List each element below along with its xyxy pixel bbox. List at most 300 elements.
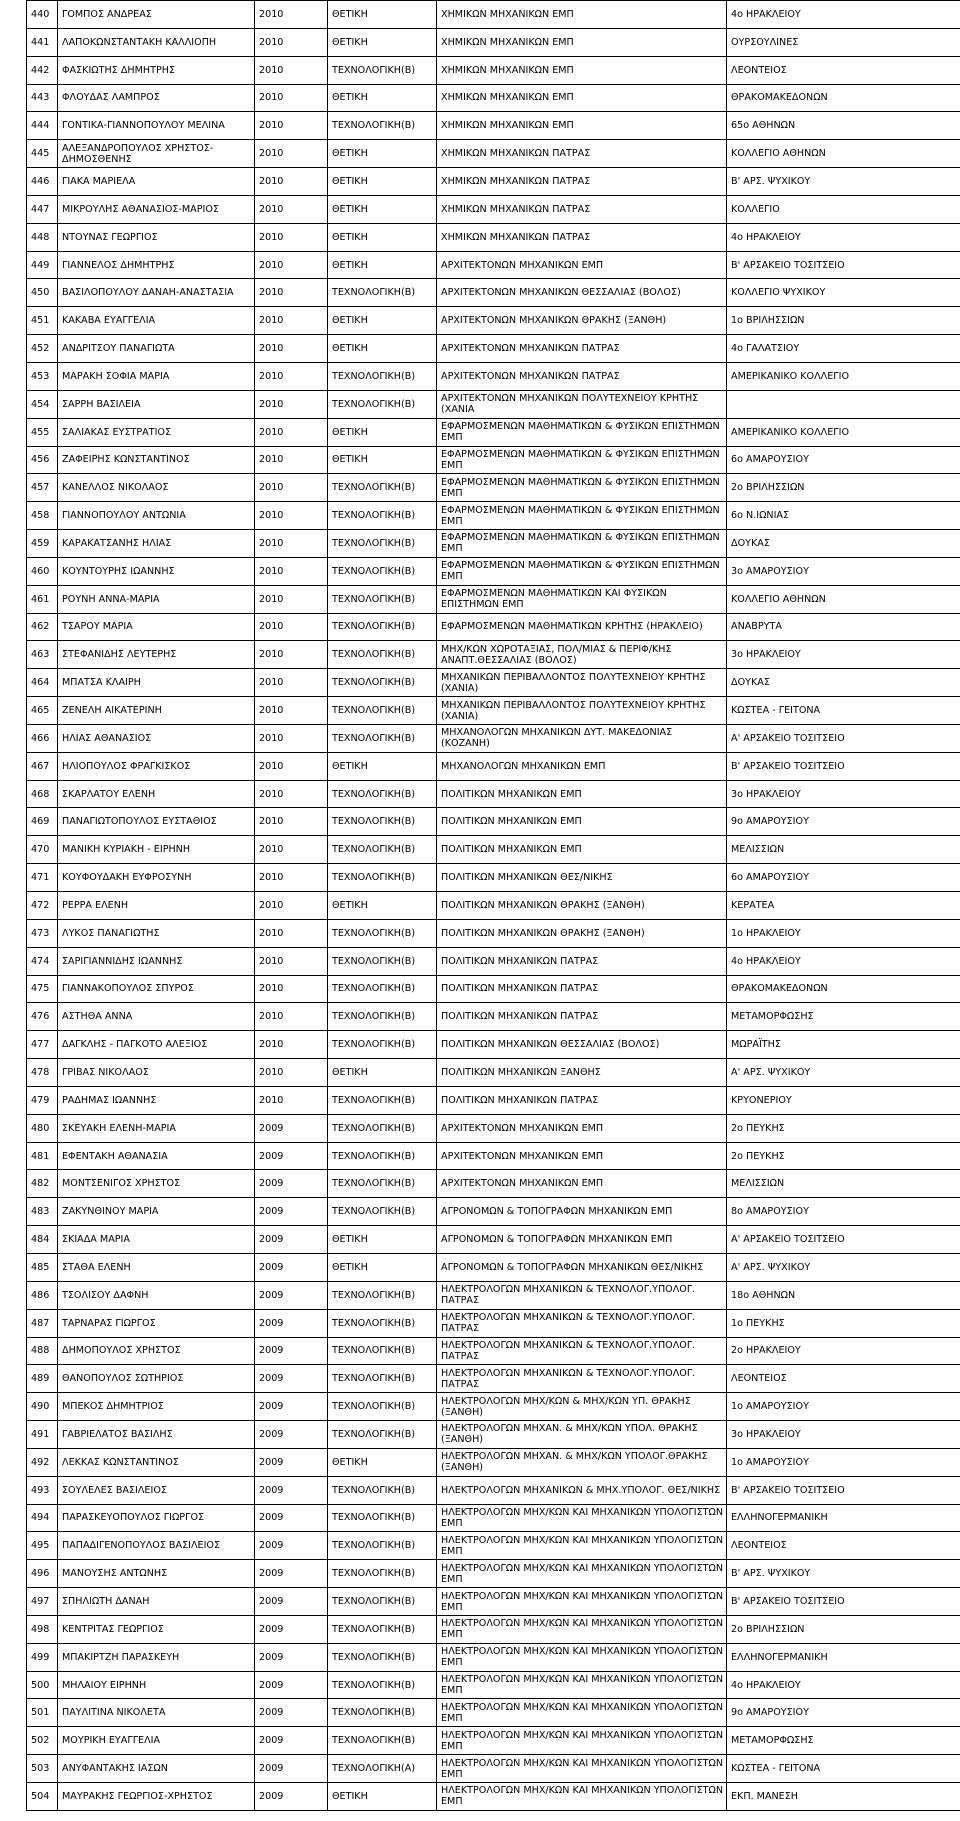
high-school-cell: 4ο ΗΡΑΚΛΕΙΟΥ bbox=[727, 947, 960, 975]
graduation-year-cell: 2009 bbox=[255, 1671, 328, 1699]
admitted-department-cell: ΠΟΛΙΤΙΚΩΝ ΜΗΧΑΝΙΚΩΝ ΕΜΠ bbox=[437, 808, 727, 836]
admitted-department-cell: ΕΦΑΡΜΟΣΜΕΝΩΝ ΜΑΘΗΜΑΤΙΚΩΝ ΚΡΗΤΗΣ (ΗΡΑΚΛΕΙΟ) bbox=[437, 613, 727, 641]
student-name-cell: ΣΚΙΑΔΑ ΜΑΡΙΑ bbox=[58, 1226, 255, 1254]
high-school-cell: 6ο Ν.ΙΩΝΙΑΣ bbox=[727, 502, 960, 530]
admitted-department-cell: ΕΦΑΡΜΟΣΜΕΝΩΝ ΜΑΘΗΜΑΤΙΚΩΝ & ΦΥΣΙΚΩΝ ΕΠΙΣΤΗΜΩΝ ΕΜΠ bbox=[437, 502, 727, 530]
student-name-cell: ΡΟΥΝΗ ΑΝΝΑ-ΜΑΡΙΑ bbox=[58, 585, 255, 613]
student-name-cell: ΜΑΝΟΥΣΗΣ ΑΝΤΩΝΗΣ bbox=[58, 1560, 255, 1588]
study-direction-cell: ΘΕΤΙΚΗ bbox=[328, 335, 437, 363]
table-row bbox=[27, 808, 960, 836]
graduation-year-cell: 2010 bbox=[255, 418, 328, 446]
study-direction-cell: ΤΕΧΝΟΛΟΓΙΚΗ(Β) bbox=[328, 1309, 437, 1337]
graduation-year-cell: 2010 bbox=[255, 390, 328, 418]
row-number-cell: 485 bbox=[27, 1253, 58, 1281]
graduation-year-cell: 2010 bbox=[255, 752, 328, 780]
admitted-department-cell: ΕΦΑΡΜΟΣΜΕΝΩΝ ΜΑΘΗΜΑΤΙΚΩΝ & ΦΥΣΙΚΩΝ ΕΠΙΣΤΗΜΩΝ ΕΜΠ bbox=[437, 557, 727, 585]
graduation-year-cell: 2009 bbox=[255, 1755, 328, 1783]
row-number-cell: 473 bbox=[27, 919, 58, 947]
student-name-cell: ΠΑΥΛΙΤΙΝΑ ΝΙΚΟΛΕΤΑ bbox=[58, 1699, 255, 1727]
admitted-department-cell: ΗΛΕΚΤΡΟΛΟΓΩΝ ΜΗΧ/ΚΩΝ ΚΑΙ ΜΗΧΑΝΙΚΩΝ ΥΠΟΛΟΓΙΣΤΩΝ ΕΜΠ bbox=[437, 1699, 727, 1727]
student-name-cell: ΛΑΠΟΚΩΝΣΤΑΝΤΑΚΗ ΚΑΛΛΙΟΠΗ bbox=[58, 28, 255, 56]
graduation-year-cell: 2009 bbox=[255, 1783, 328, 1811]
admitted-department-cell: ΑΓΡΟΝΟΜΩΝ & ΤΟΠΟΓΡΑΦΩΝ ΜΗΧΑΝΙΚΩΝ ΕΜΠ bbox=[437, 1226, 727, 1254]
graduation-year-cell: 2009 bbox=[255, 1253, 328, 1281]
row-number-cell: 483 bbox=[27, 1198, 58, 1226]
table-row bbox=[27, 251, 960, 279]
study-direction-cell: ΘΕΤΙΚΗ bbox=[328, 1783, 437, 1811]
row-number-cell: 469 bbox=[27, 808, 58, 836]
table-row bbox=[27, 1615, 960, 1643]
high-school-cell: ΜΩΡΑΪΤΗΣ bbox=[727, 1031, 960, 1059]
row-number-cell: 443 bbox=[27, 84, 58, 112]
study-direction-cell: ΤΕΧΝΟΛΟΓΙΚΗ(Β) bbox=[328, 1643, 437, 1671]
row-number-cell: 491 bbox=[27, 1421, 58, 1449]
student-name-cell: ΖΑΚΥΝΘΙΝΟΥ ΜΑΡΙΑ bbox=[58, 1198, 255, 1226]
admitted-department-cell: ΑΡΧΙΤΕΚΤΟΝΩΝ ΜΗΧΑΝΙΚΩΝ ΕΜΠ bbox=[437, 1142, 727, 1170]
row-number-cell: 480 bbox=[27, 1114, 58, 1142]
row-number-cell: 457 bbox=[27, 474, 58, 502]
study-direction-cell: ΘΕΤΙΚΗ bbox=[328, 168, 437, 196]
study-direction-cell: ΤΕΧΝΟΛΟΓΙΚΗ(Β) bbox=[328, 1699, 437, 1727]
row-number-cell: 502 bbox=[27, 1727, 58, 1755]
student-name-cell: ΔΗΜΟΠΟΥΛΟΣ ΧΡΗΣΤΟΣ bbox=[58, 1337, 255, 1365]
high-school-cell: 1ο ΑΜΑΡΟΥΣΙΟΥ bbox=[727, 1393, 960, 1421]
student-name-cell: ΠΑΡΑΣΚΕΥΟΠΟΥΛΟΣ ΓΙΩΡΓΟΣ bbox=[58, 1504, 255, 1532]
admitted-department-cell: ΗΛΕΚΤΡΟΛΟΓΩΝ ΜΗΧ/ΚΩΝ & ΜΗΧ/ΚΩΝ ΥΠ. ΘΡΑΚΗΣ (ΞΑΝΘΗ) bbox=[437, 1393, 727, 1421]
study-direction-cell: ΤΕΧΝΟΛΟΓΙΚΗ(Β) bbox=[328, 1504, 437, 1532]
table-row bbox=[27, 1393, 960, 1421]
high-school-cell: 3ο ΗΡΑΚΛΕΙΟΥ bbox=[727, 1421, 960, 1449]
high-school-cell: ΜΕΤΑΜΟΡΦΩΣΗΣ bbox=[727, 1003, 960, 1031]
row-number-cell: 504 bbox=[27, 1783, 58, 1811]
study-direction-cell: ΤΕΧΝΟΛΟΓΙΚΗ(Β) bbox=[328, 1532, 437, 1560]
admitted-department-cell: ΗΛΕΚΤΡΟΛΟΓΩΝ ΜΗΧ/ΚΩΝ ΚΑΙ ΜΗΧΑΝΙΚΩΝ ΥΠΟΛΟΓΙΣΤΩΝ ΕΜΠ bbox=[437, 1671, 727, 1699]
study-direction-cell: ΤΕΧΝΟΛΟΓΙΚΗ(Β) bbox=[328, 1421, 437, 1449]
table-row bbox=[27, 1727, 960, 1755]
admitted-department-cell: ΑΡΧΙΤΕΚΤΟΝΩΝ ΜΗΧΑΝΙΚΩΝ ΠΑΤΡΑΣ bbox=[437, 335, 727, 363]
study-direction-cell: ΤΕΧΝΟΛΟΓΙΚΗ(Β) bbox=[328, 1031, 437, 1059]
table-row bbox=[27, 1309, 960, 1337]
high-school-cell: ΑΜΕΡΙΚΑΝΙΚΟ ΚΟΛΛΕΓΙΟ bbox=[727, 362, 960, 390]
student-name-cell: ΣΚΕΥΑΚΗ ΕΛΕΝΗ-ΜΑΡΙΑ bbox=[58, 1114, 255, 1142]
high-school-cell: ΚΟΛΛΕΓΙΟ ΑΘΗΝΩΝ bbox=[727, 140, 960, 168]
admitted-department-cell: ΑΡΧΙΤΕΚΤΟΝΩΝ ΜΗΧΑΝΙΚΩΝ ΘΡΑΚΗΣ (ΞΑΝΘΗ) bbox=[437, 307, 727, 335]
table-row bbox=[27, 1560, 960, 1588]
table-row bbox=[27, 1755, 960, 1783]
high-school-cell: Β' ΑΡΣΑΚΕΙΟ ΤΟΣΙΤΣΕΙΟ bbox=[727, 752, 960, 780]
admitted-department-cell: ΗΛΕΚΤΡΟΛΟΓΩΝ ΜΗΧΑΝΙΚΩΝ & ΤΕΧΝΟΛΟΓ.ΥΠΟΛΟΓ. ΠΑΤΡΑΣ bbox=[437, 1337, 727, 1365]
student-name-cell: ΚΑΡΑΚΑΤΣΑΝΗΣ ΗΛΙΑΣ bbox=[58, 530, 255, 558]
table-row bbox=[27, 1337, 960, 1365]
study-direction-cell: ΤΕΧΝΟΛΟΓΙΚΗ(Β) bbox=[328, 1198, 437, 1226]
admitted-department-cell: ΑΡΧΙΤΕΚΤΟΝΩΝ ΜΗΧΑΝΙΚΩΝ ΠΑΤΡΑΣ bbox=[437, 362, 727, 390]
student-name-cell: ΠΑΠΑΔΙΓΕΝΟΠΟΥΛΟΣ ΒΑΣΙΛΕΙΟΣ bbox=[58, 1532, 255, 1560]
row-number-cell: 468 bbox=[27, 780, 58, 808]
table-row bbox=[27, 1142, 960, 1170]
graduation-year-cell: 2010 bbox=[255, 864, 328, 892]
student-name-cell: ΛΕΚΚΑΣ ΚΩΝΣΤΑΝΤΙΝΟΣ bbox=[58, 1448, 255, 1476]
table-row bbox=[27, 892, 960, 920]
table-row bbox=[27, 919, 960, 947]
study-direction-cell: ΤΕΧΝΟΛΟΓΙΚΗ(Β) bbox=[328, 613, 437, 641]
table-row bbox=[27, 557, 960, 585]
row-number-cell: 503 bbox=[27, 1755, 58, 1783]
admitted-department-cell: ΗΛΕΚΤΡΟΛΟΓΩΝ ΜΗΧΑΝΙΚΩΝ & ΤΕΧΝΟΛΟΓ.ΥΠΟΛΟΓ. ΠΑΤΡΑΣ bbox=[437, 1365, 727, 1393]
high-school-cell: 4ο ΗΡΑΚΛΕΙΟΥ bbox=[727, 1, 960, 29]
graduation-year-cell: 2009 bbox=[255, 1727, 328, 1755]
graduation-year-cell: 2009 bbox=[255, 1142, 328, 1170]
row-number-cell: 465 bbox=[27, 697, 58, 725]
row-number-cell: 442 bbox=[27, 56, 58, 84]
high-school-cell: 8ο ΑΜΑΡΟΥΣΙΟΥ bbox=[727, 1198, 960, 1226]
row-number-cell: 447 bbox=[27, 195, 58, 223]
table-row bbox=[27, 474, 960, 502]
high-school-cell: ΚΩΣΤΕΑ - ΓΕΙΤΟΝΑ bbox=[727, 1755, 960, 1783]
study-direction-cell: ΤΕΧΝΟΛΟΓΙΚΗ(Β) bbox=[328, 557, 437, 585]
table-row bbox=[27, 1086, 960, 1114]
row-number-cell: 494 bbox=[27, 1504, 58, 1532]
student-name-cell: ΑΝΔΡΙΤΣΟΥ ΠΑΝΑΓΙΩΤΑ bbox=[58, 335, 255, 363]
admitted-department-cell: ΧΗΜΙΚΩΝ ΜΗΧΑΝΙΚΩΝ ΕΜΠ bbox=[437, 56, 727, 84]
admitted-department-cell: ΕΦΑΡΜΟΣΜΕΝΩΝ ΜΑΘΗΜΑΤΙΚΩΝ & ΦΥΣΙΚΩΝ ΕΠΙΣΤΗΜΩΝ ΕΜΠ bbox=[437, 418, 727, 446]
table-row bbox=[27, 307, 960, 335]
study-direction-cell: ΘΕΤΙΚΗ bbox=[328, 446, 437, 474]
student-name-cell: ΗΛΙΑΣ ΑΘΑΝΑΣΙΟΣ bbox=[58, 724, 255, 752]
high-school-cell: Α' ΑΡΣ. ΨΥΧΙΚΟΥ bbox=[727, 1059, 960, 1087]
admitted-department-cell: ΗΛΕΚΤΡΟΛΟΓΩΝ ΜΗΧΑΝ. & ΜΗΧ/ΚΩΝ ΥΠΟΛ. ΘΡΑΚΗΣ (ΞΑΝΘΗ) bbox=[437, 1421, 727, 1449]
table-row bbox=[27, 1059, 960, 1087]
high-school-cell: 1ο ΑΜΑΡΟΥΣΙΟΥ bbox=[727, 1448, 960, 1476]
row-number-cell: 455 bbox=[27, 418, 58, 446]
row-number-cell: 486 bbox=[27, 1281, 58, 1309]
row-number-cell: 487 bbox=[27, 1309, 58, 1337]
high-school-cell: 3ο ΑΜΑΡΟΥΣΙΟΥ bbox=[727, 557, 960, 585]
high-school-cell: ΚΟΛΛΕΓΙΟ ΑΘΗΝΩΝ bbox=[727, 585, 960, 613]
admitted-department-cell: ΗΛΕΚΤΡΟΛΟΓΩΝ ΜΗΧ/ΚΩΝ ΚΑΙ ΜΗΧΑΝΙΚΩΝ ΥΠΟΛΟΓΙΣΤΩΝ ΕΜΠ bbox=[437, 1615, 727, 1643]
student-name-cell: ΖΕΝΕΛΗ ΑΙΚΑΤΕΡΙΝΗ bbox=[58, 697, 255, 725]
admitted-department-cell: ΧΗΜΙΚΩΝ ΜΗΧΑΝΙΚΩΝ ΕΜΠ bbox=[437, 28, 727, 56]
results-table-body bbox=[27, 1, 960, 1811]
row-number-cell: 451 bbox=[27, 307, 58, 335]
student-name-cell: ΣΚΑΡΛΑΤΟΥ ΕΛΕΝΗ bbox=[58, 780, 255, 808]
study-direction-cell: ΘΕΤΙΚΗ bbox=[328, 307, 437, 335]
high-school-cell: Β' ΑΡΣ. ΨΥΧΙΚΟΥ bbox=[727, 168, 960, 196]
row-number-cell: 448 bbox=[27, 223, 58, 251]
row-number-cell: 454 bbox=[27, 390, 58, 418]
table-row bbox=[27, 752, 960, 780]
graduation-year-cell: 2010 bbox=[255, 669, 328, 697]
high-school-cell: ΚΡΥΟΝΕΡΙΟΥ bbox=[727, 1086, 960, 1114]
high-school-cell: 9ο ΑΜΑΡΟΥΣΙΟΥ bbox=[727, 1699, 960, 1727]
table-row bbox=[27, 390, 960, 418]
admitted-department-cell: ΧΗΜΙΚΩΝ ΜΗΧΑΝΙΚΩΝ ΠΑΤΡΑΣ bbox=[437, 140, 727, 168]
study-direction-cell: ΤΕΧΝΟΛΟΓΙΚΗ(Β) bbox=[328, 585, 437, 613]
admitted-department-cell: ΗΛΕΚΤΡΟΛΟΓΩΝ ΜΗΧ/ΚΩΝ ΚΑΙ ΜΗΧΑΝΙΚΩΝ ΥΠΟΛΟΓΙΣΤΩΝ ΕΜΠ bbox=[437, 1560, 727, 1588]
study-direction-cell: ΤΕΧΝΟΛΟΓΙΚΗ(Β) bbox=[328, 724, 437, 752]
row-number-cell: 458 bbox=[27, 502, 58, 530]
high-school-cell: 4ο ΓΑΛΑΤΣΙΟΥ bbox=[727, 335, 960, 363]
table-row bbox=[27, 975, 960, 1003]
row-number-cell: 477 bbox=[27, 1031, 58, 1059]
admitted-department-cell: ΕΦΑΡΜΟΣΜΕΝΩΝ ΜΑΘΗΜΑΤΙΚΩΝ & ΦΥΣΙΚΩΝ ΕΠΙΣΤΗΜΩΝ ΕΜΠ bbox=[437, 530, 727, 558]
study-direction-cell: ΘΕΤΙΚΗ bbox=[328, 195, 437, 223]
row-number-cell: 463 bbox=[27, 641, 58, 669]
student-name-cell: ΣΑΛΙΑΚΑΣ ΕΥΣΤΡΑΤΙΟΣ bbox=[58, 418, 255, 446]
graduation-year-cell: 2010 bbox=[255, 446, 328, 474]
graduation-year-cell: 2010 bbox=[255, 613, 328, 641]
student-name-cell: ΒΑΣΙΛΟΠΟΥΛΟΥ ΔΑΝΑΗ-ΑΝΑΣΤΑΣΙΑ bbox=[58, 279, 255, 307]
table-row bbox=[27, 1003, 960, 1031]
row-number-cell: 500 bbox=[27, 1671, 58, 1699]
row-number-cell: 493 bbox=[27, 1476, 58, 1504]
student-name-cell: ΗΛΙΟΠΟΥΛΟΣ ΦΡΑΓΚΙΣΚΟΣ bbox=[58, 752, 255, 780]
admitted-department-cell: ΠΟΛΙΤΙΚΩΝ ΜΗΧΑΝΙΚΩΝ ΞΑΝΘΗΣ bbox=[437, 1059, 727, 1087]
admitted-department-cell: ΗΛΕΚΤΡΟΛΟΓΩΝ ΜΗΧ/ΚΩΝ ΚΑΙ ΜΗΧΑΝΙΚΩΝ ΥΠΟΛΟΓΙΣΤΩΝ ΕΜΠ bbox=[437, 1532, 727, 1560]
admitted-department-cell: ΠΟΛΙΤΙΚΩΝ ΜΗΧΑΝΙΚΩΝ ΠΑΤΡΑΣ bbox=[437, 975, 727, 1003]
table-row bbox=[27, 140, 960, 168]
study-direction-cell: ΤΕΧΝΟΛΟΓΙΚΗ(Β) bbox=[328, 975, 437, 1003]
high-school-cell: 6ο ΑΜΑΡΟΥΣΙΟΥ bbox=[727, 864, 960, 892]
table-row bbox=[27, 418, 960, 446]
graduation-year-cell: 2010 bbox=[255, 836, 328, 864]
study-direction-cell: ΘΕΤΙΚΗ bbox=[328, 1059, 437, 1087]
admitted-department-cell: ΜΗΧΑΝΙΚΩΝ ΠΕΡΙΒΑΛΛΟΝΤΟΣ ΠΟΛΥΤΕΧΝΕΙΟΥ ΚΡΗΤΗΣ (ΧΑΝΙΑ) bbox=[437, 669, 727, 697]
study-direction-cell: ΤΕΧΝΟΛΟΓΙΚΗ(Β) bbox=[328, 1114, 437, 1142]
student-name-cell: ΦΑΣΚΙΩΤΗΣ ΔΗΜΗΤΡΗΣ bbox=[58, 56, 255, 84]
graduation-year-cell: 2010 bbox=[255, 251, 328, 279]
graduation-year-cell: 2010 bbox=[255, 780, 328, 808]
student-name-cell: ΓΡΙΒΑΣ ΝΙΚΟΛΑΟΣ bbox=[58, 1059, 255, 1087]
table-row bbox=[27, 1532, 960, 1560]
table-row bbox=[27, 1226, 960, 1254]
graduation-year-cell: 2010 bbox=[255, 474, 328, 502]
high-school-cell: 2ο ΠΕΥΚΗΣ bbox=[727, 1142, 960, 1170]
table-row bbox=[27, 195, 960, 223]
study-direction-cell: ΤΕΧΝΟΛΟΓΙΚΗ(Β) bbox=[328, 1170, 437, 1198]
high-school-cell: ΛΕΟΝΤΕΙΟΣ bbox=[727, 1532, 960, 1560]
admitted-department-cell: ΕΦΑΡΜΟΣΜΕΝΩΝ ΜΑΘΗΜΑΤΙΚΩΝ & ΦΥΣΙΚΩΝ ΕΠΙΣΤΗΜΩΝ ΕΜΠ bbox=[437, 474, 727, 502]
table-row bbox=[27, 585, 960, 613]
high-school-cell: Β' ΑΡΣΑΚΕΙΟ ΤΟΣΙΤΣΕΙΟ bbox=[727, 1476, 960, 1504]
graduation-year-cell: 2010 bbox=[255, 975, 328, 1003]
graduation-year-cell: 2010 bbox=[255, 919, 328, 947]
high-school-cell: ΔΟΥΚΑΣ bbox=[727, 530, 960, 558]
admitted-department-cell: ΗΛΕΚΤΡΟΛΟΓΩΝ ΜΗΧΑΝ. & ΜΗΧ/ΚΩΝ ΥΠΟΛΟΓ.ΘΡΑΚΗΣ (ΞΑΝΘΗ) bbox=[437, 1448, 727, 1476]
study-direction-cell: ΘΕΤΙΚΗ bbox=[328, 28, 437, 56]
student-name-cell: ΦΛΟΥΔΑΣ ΛΑΜΠΡΟΣ bbox=[58, 84, 255, 112]
high-school-cell: 3ο ΗΡΑΚΛΕΙΟΥ bbox=[727, 641, 960, 669]
student-name-cell: ΣΤΕΦΑΝΙΔΗΣ ΛΕΥΤΕΡΗΣ bbox=[58, 641, 255, 669]
table-row bbox=[27, 1198, 960, 1226]
admitted-department-cell: ΕΦΑΡΜΟΣΜΕΝΩΝ ΜΑΘΗΜΑΤΙΚΩΝ & ΦΥΣΙΚΩΝ ΕΠΙΣΤΗΜΩΝ ΕΜΠ bbox=[437, 446, 727, 474]
admitted-department-cell: ΠΟΛΙΤΙΚΩΝ ΜΗΧΑΝΙΚΩΝ ΘΕΣΣΑΛΙΑΣ (ΒΟΛΟΣ) bbox=[437, 1031, 727, 1059]
results-document bbox=[26, 0, 960, 1811]
high-school-cell: 2ο ΒΡΙΛΗΣΣΙΩΝ bbox=[727, 1615, 960, 1643]
table-row bbox=[27, 864, 960, 892]
table-row bbox=[27, 84, 960, 112]
admitted-department-cell: ΧΗΜΙΚΩΝ ΜΗΧΑΝΙΚΩΝ ΠΑΤΡΑΣ bbox=[437, 223, 727, 251]
graduation-year-cell: 2009 bbox=[255, 1393, 328, 1421]
graduation-year-cell: 2010 bbox=[255, 1031, 328, 1059]
row-number-cell: 452 bbox=[27, 335, 58, 363]
admitted-department-cell: ΗΛΕΚΤΡΟΛΟΓΩΝ ΜΗΧΑΝΙΚΩΝ & ΜΗΧ.ΥΠΟΛΟΓ. ΘΕΣ/ΝΙΚΗΣ bbox=[437, 1476, 727, 1504]
student-name-cell: ΓΙΑΝΝΕΛΟΣ ΔΗΜΗΤΡΗΣ bbox=[58, 251, 255, 279]
graduation-year-cell: 2009 bbox=[255, 1198, 328, 1226]
admitted-department-cell: ΧΗΜΙΚΩΝ ΜΗΧΑΝΙΚΩΝ ΕΜΠ bbox=[437, 112, 727, 140]
high-school-cell: ΚΟΛΛΕΓΙΟ bbox=[727, 195, 960, 223]
row-number-cell: 488 bbox=[27, 1337, 58, 1365]
row-number-cell: 476 bbox=[27, 1003, 58, 1031]
study-direction-cell: ΤΕΧΝΟΛΟΓΙΚΗ(Β) bbox=[328, 390, 437, 418]
high-school-cell: 4ο ΗΡΑΚΛΕΙΟΥ bbox=[727, 1671, 960, 1699]
study-direction-cell: ΤΕΧΝΟΛΟΓΙΚΗ(Β) bbox=[328, 864, 437, 892]
row-number-cell: 445 bbox=[27, 140, 58, 168]
row-number-cell: 478 bbox=[27, 1059, 58, 1087]
high-school-cell: Β' ΑΡΣΑΚΕΙΟ ΤΟΣΙΤΣΕΙΟ bbox=[727, 1588, 960, 1616]
graduation-year-cell: 2009 bbox=[255, 1309, 328, 1337]
row-number-cell: 440 bbox=[27, 1, 58, 29]
study-direction-cell: ΤΕΧΝΟΛΟΓΙΚΗ(Β) bbox=[328, 919, 437, 947]
student-name-cell: ΚΕΝΤΡΙΤΑΣ ΓΕΩΡΓΙΟΣ bbox=[58, 1615, 255, 1643]
row-number-cell: 489 bbox=[27, 1365, 58, 1393]
high-school-cell: Β' ΑΡΣ. ΨΥΧΙΚΟΥ bbox=[727, 1560, 960, 1588]
graduation-year-cell: 2010 bbox=[255, 140, 328, 168]
row-number-cell: 475 bbox=[27, 975, 58, 1003]
student-name-cell: ΚΑΚΑΒΑ ΕΥΑΓΓΕΛΙΑ bbox=[58, 307, 255, 335]
student-name-cell: ΑΣΤΗΘΑ ΑΝΝΑ bbox=[58, 1003, 255, 1031]
study-direction-cell: ΘΕΤΙΚΗ bbox=[328, 892, 437, 920]
table-row bbox=[27, 1421, 960, 1449]
graduation-year-cell: 2010 bbox=[255, 697, 328, 725]
study-direction-cell: ΘΕΤΙΚΗ bbox=[328, 1, 437, 29]
student-name-cell: ΤΣΑΡΟΥ ΜΑΡΙΑ bbox=[58, 613, 255, 641]
admitted-department-cell: ΗΛΕΚΤΡΟΛΟΓΩΝ ΜΗΧ/ΚΩΝ ΚΑΙ ΜΗΧΑΝΙΚΩΝ ΥΠΟΛΟΓΙΣΤΩΝ ΕΜΠ bbox=[437, 1504, 727, 1532]
high-school-cell: ΛΕΟΝΤΕΙΟΣ bbox=[727, 56, 960, 84]
row-number-cell: 501 bbox=[27, 1699, 58, 1727]
table-row bbox=[27, 1476, 960, 1504]
student-name-cell: ΜΑΥΡΑΚΗΣ ΓΕΩΡΓΙΟΣ-ΧΡΗΣΤΟΣ bbox=[58, 1783, 255, 1811]
student-name-cell: ΓΟΝΤΙΚΑ-ΓΙΑΝΝΟΠΟΥΛΟΥ ΜΕΛΙΝΑ bbox=[58, 112, 255, 140]
row-number-cell: 446 bbox=[27, 168, 58, 196]
results-table bbox=[26, 0, 960, 1811]
student-name-cell: ΤΣΟΛΙΣΟΥ ΔΑΦΝΗ bbox=[58, 1281, 255, 1309]
table-row bbox=[27, 1504, 960, 1532]
row-number-cell: 456 bbox=[27, 446, 58, 474]
row-number-cell: 496 bbox=[27, 1560, 58, 1588]
admitted-department-cell: ΠΟΛΙΤΙΚΩΝ ΜΗΧΑΝΙΚΩΝ ΘΡΑΚΗΣ (ΞΑΝΘΗ) bbox=[437, 919, 727, 947]
admitted-department-cell: ΑΡΧΙΤΕΚΤΟΝΩΝ ΜΗΧΑΝΙΚΩΝ ΘΕΣΣΑΛΙΑΣ (ΒΟΛΟΣ) bbox=[437, 279, 727, 307]
graduation-year-cell: 2010 bbox=[255, 502, 328, 530]
high-school-cell: 1ο ΗΡΑΚΛΕΙΟΥ bbox=[727, 919, 960, 947]
high-school-cell: 1ο ΠΕΥΚΗΣ bbox=[727, 1309, 960, 1337]
study-direction-cell: ΤΕΧΝΟΛΟΓΙΚΗ(Β) bbox=[328, 1588, 437, 1616]
table-row bbox=[27, 1699, 960, 1727]
study-direction-cell: ΤΕΧΝΟΛΟΓΙΚΗ(Β) bbox=[328, 1615, 437, 1643]
study-direction-cell: ΘΕΤΙΚΗ bbox=[328, 84, 437, 112]
graduation-year-cell: 2009 bbox=[255, 1504, 328, 1532]
student-name-cell: ΣΑΡΡΗ ΒΑΣΙΛΕΙΑ bbox=[58, 390, 255, 418]
student-name-cell: ΜΗΛΑΙΟΥ ΕΙΡΗΝΗ bbox=[58, 1671, 255, 1699]
table-row bbox=[27, 641, 960, 669]
admitted-department-cell: ΧΗΜΙΚΩΝ ΜΗΧΑΝΙΚΩΝ ΠΑΤΡΑΣ bbox=[437, 168, 727, 196]
study-direction-cell: ΤΕΧΝΟΛΟΓΙΚΗ(Β) bbox=[328, 1281, 437, 1309]
graduation-year-cell: 2010 bbox=[255, 557, 328, 585]
high-school-cell: ΕΚΠ. ΜΑΝΕΣΗ bbox=[727, 1783, 960, 1811]
row-number-cell: 490 bbox=[27, 1393, 58, 1421]
table-row bbox=[27, 502, 960, 530]
graduation-year-cell: 2009 bbox=[255, 1170, 328, 1198]
admitted-department-cell: ΧΗΜΙΚΩΝ ΜΗΧΑΝΙΚΩΝ ΠΑΤΡΑΣ bbox=[437, 195, 727, 223]
admitted-department-cell: ΠΟΛΙΤΙΚΩΝ ΜΗΧΑΝΙΚΩΝ ΠΑΤΡΑΣ bbox=[437, 947, 727, 975]
row-number-cell: 482 bbox=[27, 1170, 58, 1198]
student-name-cell: ΝΤΟΥΝΑΣ ΓΕΩΡΓΙΟΣ bbox=[58, 223, 255, 251]
study-direction-cell: ΤΕΧΝΟΛΟΓΙΚΗ(Β) bbox=[328, 1337, 437, 1365]
graduation-year-cell: 2009 bbox=[255, 1365, 328, 1393]
student-name-cell: ΖΑΦΕΙΡΗΣ ΚΩΝΣΤΑΝΤΙΝΟΣ bbox=[58, 446, 255, 474]
high-school-cell: 6ο ΑΜΑΡΟΥΣΙΟΥ bbox=[727, 446, 960, 474]
graduation-year-cell: 2010 bbox=[255, 724, 328, 752]
study-direction-cell: ΤΕΧΝΟΛΟΓΙΚΗ(Β) bbox=[328, 362, 437, 390]
high-school-cell: ΚΟΛΛΕΓΙΟ ΨΥΧΙΚΟΥ bbox=[727, 279, 960, 307]
table-row bbox=[27, 1783, 960, 1811]
high-school-cell: ΟΥΡΣΟΥΛΙΝΕΣ bbox=[727, 28, 960, 56]
study-direction-cell: ΤΕΧΝΟΛΟΓΙΚΗ(Β) bbox=[328, 1365, 437, 1393]
study-direction-cell: ΘΕΤΙΚΗ bbox=[328, 1448, 437, 1476]
row-number-cell: 470 bbox=[27, 836, 58, 864]
graduation-year-cell: 2009 bbox=[255, 1699, 328, 1727]
row-number-cell: 466 bbox=[27, 724, 58, 752]
graduation-year-cell: 2009 bbox=[255, 1114, 328, 1142]
high-school-cell: ΚΩΣΤΕΑ - ΓΕΙΤΟΝΑ bbox=[727, 697, 960, 725]
graduation-year-cell: 2010 bbox=[255, 1003, 328, 1031]
graduation-year-cell: 2009 bbox=[255, 1421, 328, 1449]
table-row bbox=[27, 112, 960, 140]
high-school-cell: 2ο ΗΡΑΚΛΕΙΟΥ bbox=[727, 1337, 960, 1365]
study-direction-cell: ΤΕΧΝΟΛΟΓΙΚΗ(Α) bbox=[328, 1755, 437, 1783]
study-direction-cell: ΤΕΧΝΟΛΟΓΙΚΗ(Β) bbox=[328, 1727, 437, 1755]
admitted-department-cell: ΗΛΕΚΤΡΟΛΟΓΩΝ ΜΗΧ/ΚΩΝ ΚΑΙ ΜΗΧΑΝΙΚΩΝ ΥΠΟΛΟΓΙΣΤΩΝ ΕΜΠ bbox=[437, 1588, 727, 1616]
admitted-department-cell: ΠΟΛΙΤΙΚΩΝ ΜΗΧΑΝΙΚΩΝ ΕΜΠ bbox=[437, 780, 727, 808]
graduation-year-cell: 2009 bbox=[255, 1448, 328, 1476]
high-school-cell bbox=[727, 390, 960, 418]
row-number-cell: 467 bbox=[27, 752, 58, 780]
graduation-year-cell: 2009 bbox=[255, 1337, 328, 1365]
study-direction-cell: ΤΕΧΝΟΛΟΓΙΚΗ(Β) bbox=[328, 697, 437, 725]
graduation-year-cell: 2010 bbox=[255, 223, 328, 251]
row-number-cell: 441 bbox=[27, 28, 58, 56]
table-row bbox=[27, 1643, 960, 1671]
high-school-cell: Α' ΑΡΣΑΚΕΙΟ ΤΟΣΙΤΣΕΙΟ bbox=[727, 1226, 960, 1254]
high-school-cell: ΑΜΕΡΙΚΑΝΙΚΟ ΚΟΛΛΕΓΙΟ bbox=[727, 418, 960, 446]
table-row bbox=[27, 724, 960, 752]
row-number-cell: 472 bbox=[27, 892, 58, 920]
student-name-cell: ΓΙΑΝΝΟΠΟΥΛΟΥ ΑΝΤΩΝΙΑ bbox=[58, 502, 255, 530]
graduation-year-cell: 2010 bbox=[255, 892, 328, 920]
row-number-cell: 479 bbox=[27, 1086, 58, 1114]
graduation-year-cell: 2009 bbox=[255, 1588, 328, 1616]
high-school-cell: ΑΝΑΒΡΥΤΑ bbox=[727, 613, 960, 641]
admitted-department-cell: ΜΗΧΑΝΟΛΟΓΩΝ ΜΗΧΑΝΙΚΩΝ ΔΥΤ. ΜΑΚΕΔΟΝΙΑΣ (ΚΟΖΑΝΗ) bbox=[437, 724, 727, 752]
table-row bbox=[27, 530, 960, 558]
table-row bbox=[27, 1365, 960, 1393]
row-number-cell: 471 bbox=[27, 864, 58, 892]
row-number-cell: 450 bbox=[27, 279, 58, 307]
admitted-department-cell: ΠΟΛΙΤΙΚΩΝ ΜΗΧΑΝΙΚΩΝ ΕΜΠ bbox=[437, 836, 727, 864]
graduation-year-cell: 2009 bbox=[255, 1560, 328, 1588]
study-direction-cell: ΤΕΧΝΟΛΟΓΙΚΗ(Β) bbox=[328, 279, 437, 307]
study-direction-cell: ΤΕΧΝΟΛΟΓΙΚΗ(Β) bbox=[328, 474, 437, 502]
row-number-cell: 492 bbox=[27, 1448, 58, 1476]
